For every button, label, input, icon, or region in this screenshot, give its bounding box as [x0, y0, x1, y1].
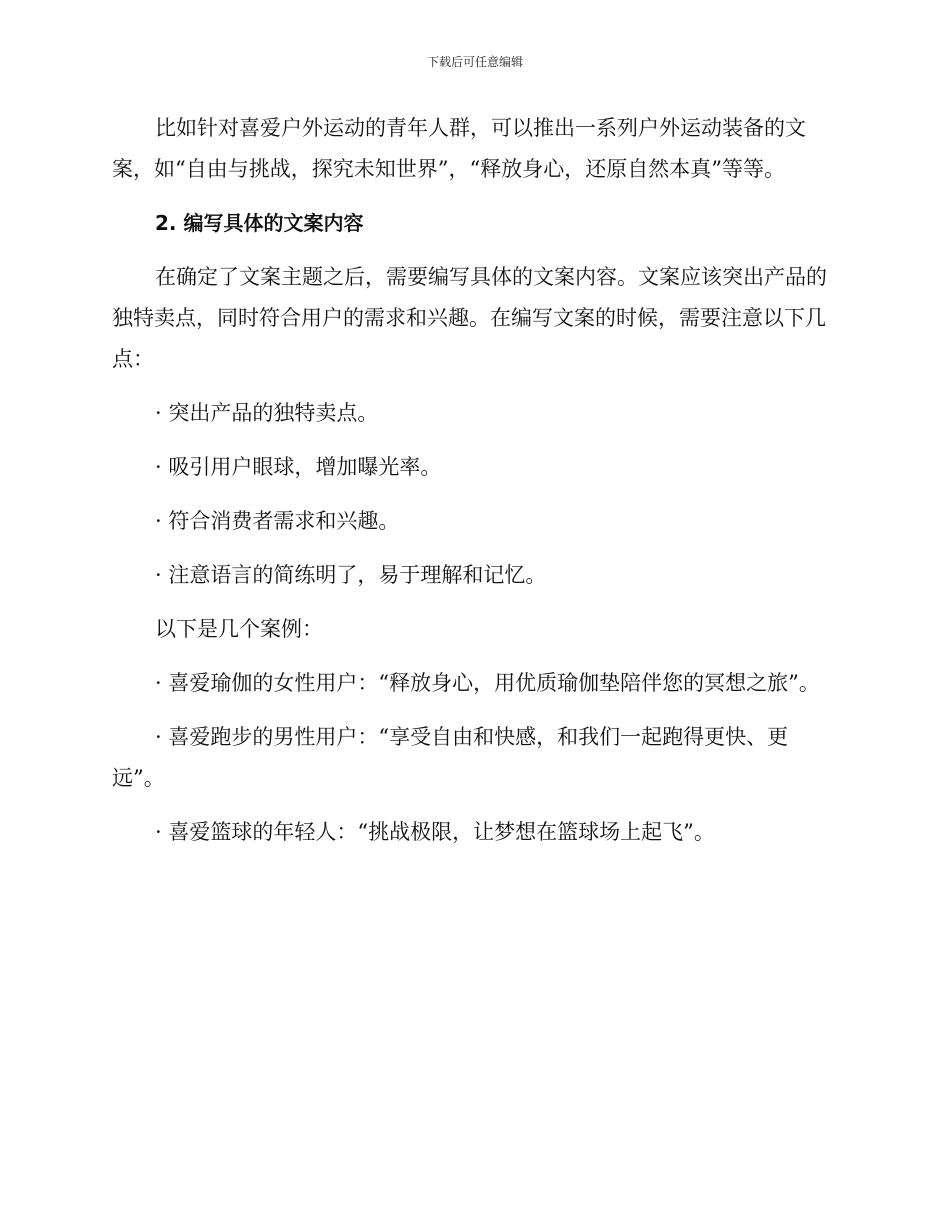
case-item: · 喜爱跑步的男性用户：“享受自由和快感，和我们一起跑得更快、更远”。	[112, 725, 789, 790]
list-item: · 突出产品的独特卖点。	[155, 401, 379, 425]
list-item: · 注意语言的简练明了，易于理解和记忆。	[155, 563, 547, 587]
spacer	[112, 488, 837, 501]
spacer	[112, 542, 837, 555]
intro-paragraph: 比如针对喜爱户外运动的青年人群，可以推出一系列户外运动装备的文案，如“自由与挑战，探究未知世界”，“释放身心，还原自然本真”等等。	[112, 116, 806, 181]
spacer	[112, 704, 837, 717]
page-header: 下载后可任意编辑	[426, 55, 523, 69]
list-item: · 符合消费者需求和兴趣。	[155, 509, 400, 533]
spacer	[112, 244, 837, 257]
section-heading: 2. 编写具体的文案内容	[155, 211, 364, 235]
spacer	[112, 434, 837, 447]
document-body	[112, 108, 837, 853]
case-item: · 喜爱篮球的年轻人：“挑战极限，让梦想在篮球场上起飞”。	[155, 820, 715, 844]
spacer	[112, 650, 837, 663]
cases-intro: 以下是几个案例：	[155, 617, 323, 641]
spacer	[112, 380, 837, 393]
spacer	[112, 596, 837, 609]
spacer	[112, 799, 837, 812]
list-item: · 吸引用户眼球，增加曝光率。	[155, 455, 442, 479]
spacer	[112, 190, 837, 203]
case-item: · 喜爱瑜伽的女性用户：“释放身心，用优质瑜伽垫陪伴您的冥想之旅”。	[155, 671, 820, 695]
section-paragraph: 在确定了文案主题之后，需要编写具体的文案内容。文案应该突出产品的独特卖点，同时符合用户的需求和兴趣。在编写文案的时候，需要注意以下几点：	[112, 265, 827, 371]
